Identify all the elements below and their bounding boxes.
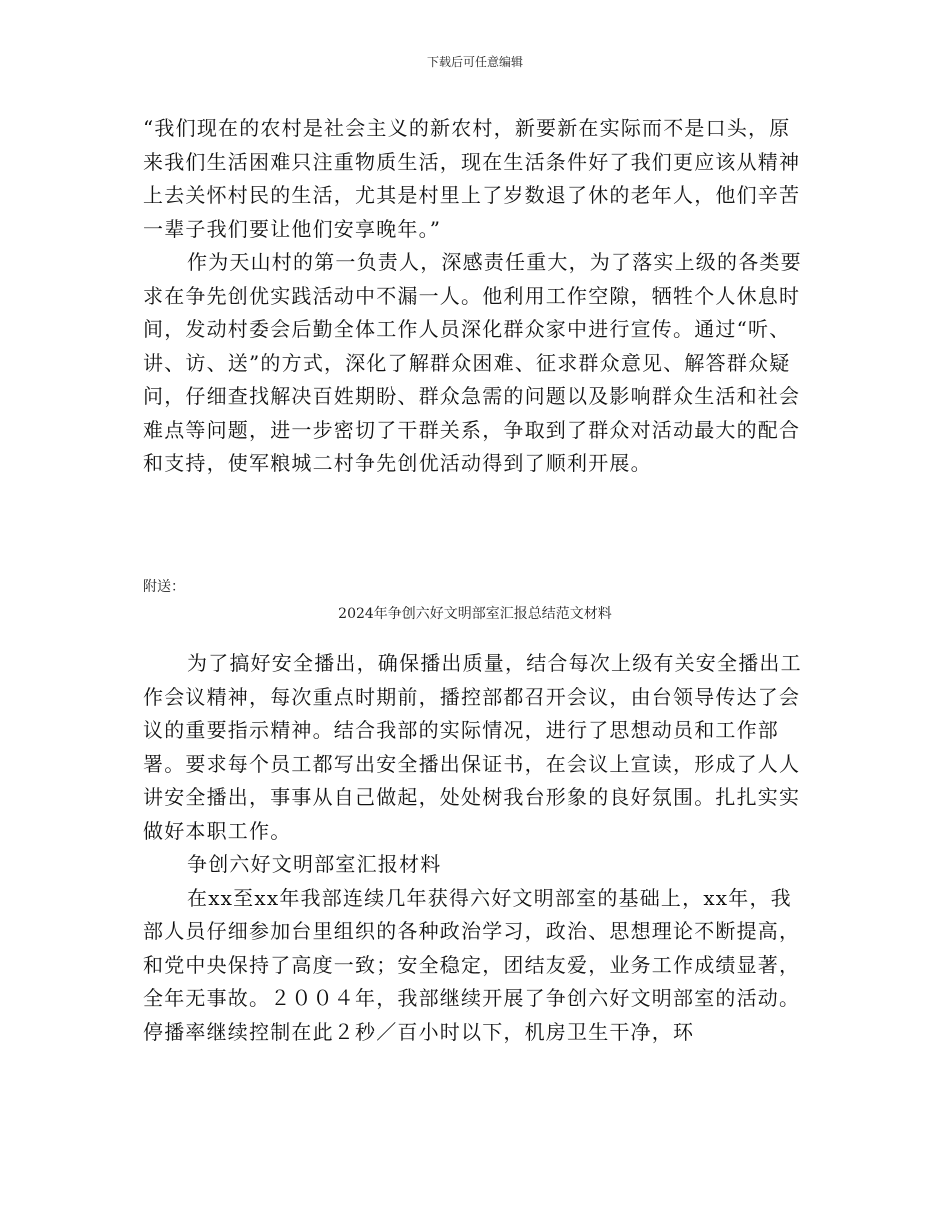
body-paragraph: 为了搞好安全播出，确保播出质量，结合每次上级有关安全播出工作会议精神，每次重点时期前，播控部都召开会议，由台领导传达了会议的重要指示精神。结合我部的实际情况，进行了思想动员和工作部署。要求每个员工都写出安全播出保证书，在会议上宣读，形成了人人讲安全播出，事事从自己做起，处处树我台形象的良好氛围。扎扎实实做好本职工作。 (143, 651, 802, 843)
page-header: 下载后可任意编辑 (426, 55, 523, 69)
article-section-1 (143, 112, 808, 481)
body-paragraph: 作为天山村的第一负责人，深感责任重大，为了落实上级的各类要求在争先创优实践活动中不漏一人。他利用工作空隙，牺牲个人休息时间，发动村委会后勤全体工作人员深化群众家中进行宣传。通过“听、讲、访、送”的方式，深化了解群众困难、征求群众意见、解答群众疑问，仔细查找解决百姓期盼、群众急需的问题以及影响群众生活和社会难点等问题，进一步密切了干群关系，争取到了群众对活动最大的配合和支持，使军粮城二村争先创优活动得到了顺利开展。 (143, 250, 802, 475)
body-paragraph: 在xx至xx年我部连续几年获得六好文明部室的基础上，xx年，我部人员仔细参加台里组织的各种政治学习，政治、思想理论不断提高，和党中央保持了高度一致；安全稳定，团结友爱，业务工作成绩显著，全年无事故。２００４年，我部继续开展了争创六好文明部室的活动。停播率继续控制在此２秒／百小时以下，机房卫生干净，环 (143, 885, 801, 1044)
attachment-title: 2024年争创六好文明部室汇报总结范文材料 (338, 606, 612, 622)
article-section-2 (143, 647, 808, 1049)
quote-paragraph: “我们现在的农村是社会主义的新农村，新要新在实际而不是口头，原来我们生活困难只注重物质生活，现在生活条件好了我们更应该从精神上去关怀村民的生活，尤其是村里上了岁数退了休的老年人，他们辛苦一辈子我们要让他们安享晚年。” (143, 116, 801, 241)
section-heading: 争创六好文明部室汇报材料 (187, 852, 442, 876)
attachment-label: 附送： (143, 579, 185, 595)
